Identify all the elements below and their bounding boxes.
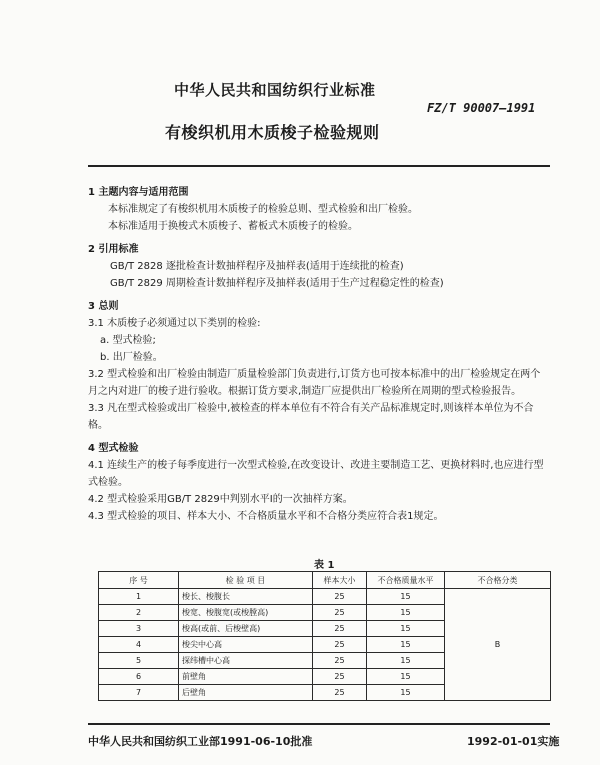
cell-item: 梭宽、梭腹宽(或梭膛高) xyxy=(179,605,313,621)
document-body xyxy=(88,180,548,525)
cell-rql: 15 xyxy=(367,621,445,637)
clause-3-1-a: a. 型式检验; xyxy=(100,335,156,346)
cell-size: 25 xyxy=(313,637,367,653)
section-1-paragraph-2: 本标准适用于换梭式木质梭子、蓄板式木质梭子的检验。 xyxy=(108,221,358,232)
table-header-row xyxy=(99,572,551,589)
cell-item: 梭尖中心高 xyxy=(179,637,313,653)
cell-rql: 15 xyxy=(367,669,445,685)
cell-rql: 15 xyxy=(367,637,445,653)
header-no: 序 号 xyxy=(99,572,179,589)
cell-item: 后壁角 xyxy=(179,685,313,701)
standard-organization: 中华人民共和国纺织行业标准 xyxy=(174,81,376,99)
document-title: 有梭织机用木质梭子检验规则 xyxy=(165,123,380,142)
section-4-heading: 4 型式检验 xyxy=(88,443,139,454)
cell-rql: 15 xyxy=(367,653,445,669)
section-1-paragraph-1: 本标准规定了有梭织机用木质梭子的检验总则、型式检验和出厂检验。 xyxy=(108,204,418,215)
approval-line: 中华人民共和国纺织工业部1991-06-10批准 xyxy=(88,735,313,748)
cell-no: 1 xyxy=(99,589,179,605)
inspection-table xyxy=(98,571,551,701)
top-divider xyxy=(88,165,550,167)
clause-3-3: 3.3 凡在型式检验或出厂检验中,被检查的样本单位有不符合有关产品标准规定时,则该样本单位为不合格。 xyxy=(88,403,534,431)
cell-size: 25 xyxy=(313,589,367,605)
header-item: 检 验 项 目 xyxy=(179,572,313,589)
table-caption: 表 1 xyxy=(314,560,335,571)
reference-gbt2829: GB/T 2829 周期检查计数抽样程序及抽样表(适用于生产过程稳定性的检查) xyxy=(110,278,444,289)
cell-size: 25 xyxy=(313,669,367,685)
clause-4-2: 4.2 型式检验采用GB/T 2829中判别水平Ⅰ的一次抽样方案。 xyxy=(88,494,353,505)
cell-category: B xyxy=(445,589,551,701)
cell-no: 2 xyxy=(99,605,179,621)
effective-date: 1992-01-01实施 xyxy=(467,735,560,748)
cell-item: 探纬槽中心高 xyxy=(179,653,313,669)
section-3-heading: 3 总则 xyxy=(88,301,119,312)
cell-rql: 15 xyxy=(367,589,445,605)
reference-gbt2828: GB/T 2828 逐批检查计数抽样程序及抽样表(适用于连续批的检查) xyxy=(110,261,404,272)
cell-no: 3 xyxy=(99,621,179,637)
clause-3-1-b: b. 出厂检验。 xyxy=(100,352,163,363)
cell-size: 25 xyxy=(313,685,367,701)
cell-no: 7 xyxy=(99,685,179,701)
cell-item: 梭高(或前、后梭壁高) xyxy=(179,621,313,637)
clause-3-1: 3.1 木质梭子必须通过以下类别的检验: xyxy=(88,318,261,329)
table-row xyxy=(99,589,551,605)
bottom-divider xyxy=(88,723,550,725)
cell-size: 25 xyxy=(313,653,367,669)
cell-no: 6 xyxy=(99,669,179,685)
clause-4-1: 4.1 连续生产的梭子每季度进行一次型式检验,在改变设计、改进主要制造工艺、更换材料时,也应进行型式检验。 xyxy=(88,460,544,488)
header-quality-level: 不合格质量水平 xyxy=(367,572,445,589)
cell-no: 5 xyxy=(99,653,179,669)
cell-no: 4 xyxy=(99,637,179,653)
section-2-heading: 2 引用标准 xyxy=(88,244,139,255)
clause-4-3: 4.3 型式检验的项目、样本大小、不合格质量水平和不合格分类应符合表1规定。 xyxy=(88,511,444,522)
clause-3-2: 3.2 型式检验和出厂检验由制造厂质量检验部门负责进行,订货方也可按本标准中的出厂检验规定在两个月之内对进厂的梭子进行验收。根据订货方要求,制造厂应提供出厂检验所在周期的型式检验报告。 xyxy=(88,369,541,397)
cell-size: 25 xyxy=(313,605,367,621)
cell-rql: 15 xyxy=(367,685,445,701)
header-category: 不合格分类 xyxy=(445,572,551,589)
standard-code: FZ/T 90007—1991 xyxy=(427,101,536,115)
section-1-heading: 1 主题内容与适用范围 xyxy=(88,187,189,198)
cell-item: 前壁角 xyxy=(179,669,313,685)
cell-rql: 15 xyxy=(367,605,445,621)
cell-size: 25 xyxy=(313,621,367,637)
cell-item: 梭长、梭腹长 xyxy=(179,589,313,605)
header-sample-size: 样本大小 xyxy=(313,572,367,589)
